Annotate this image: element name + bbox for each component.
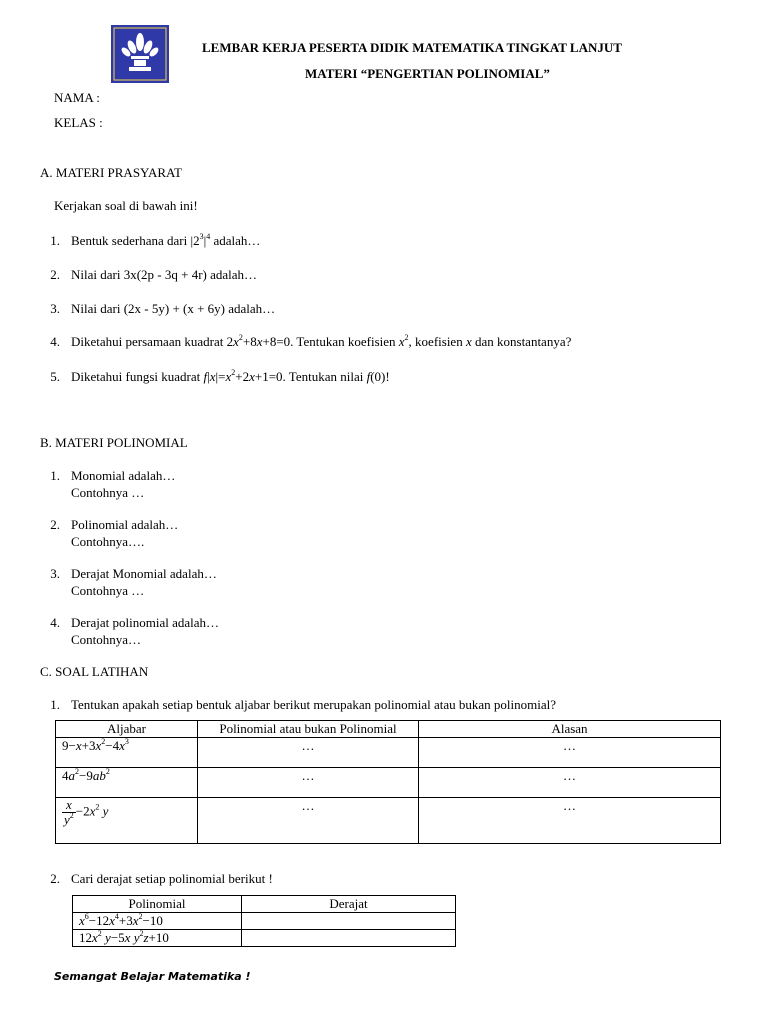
footer-motto: Semangat Belajar Matematika ! [54, 970, 251, 983]
column-header: Derajat [242, 896, 456, 913]
table-row [73, 913, 456, 930]
column-header: Polinomial [73, 896, 242, 913]
table-row [56, 738, 721, 768]
list-number: 3. [50, 301, 60, 316]
list-number: 4. [50, 334, 60, 349]
section-b-item-4-line2: Contohnya… [71, 632, 142, 647]
question-a2: Nilai dari 3x(2p - 3q + 4r) adalah… [71, 267, 258, 282]
list-number: 2. [50, 267, 60, 282]
list-number: 4. [50, 615, 60, 630]
answer-cell[interactable]: … [198, 738, 419, 768]
school-logo [111, 25, 169, 83]
section-b-item-3-line2: Contohnya … [71, 583, 145, 598]
answer-cell[interactable]: … [198, 798, 419, 844]
list-number: 1. [50, 233, 60, 248]
question-a5: Diketahui fungsi kuadrat $f|x|=x^2+2x+1=0$. Tentukan nilai f(0)! [71, 368, 390, 384]
question-a1: Bentuk sederhana dari $|2^3|^4$ adalah… [71, 232, 261, 248]
question-a4: Diketahui persamaan kuadrat $2x^2+8x+8=0$. Tentukan koefisien $x^2$, koefisien x dan konstantanya? [71, 333, 572, 349]
question-a3: Nilai dari (2x - 5y) + (x + 6y) adalah… [71, 301, 276, 316]
section-b-item-1-line1: Monomial adalah… [71, 468, 176, 483]
column-header: Aljabar [56, 721, 198, 738]
table-row [73, 930, 456, 947]
degree-cell[interactable] [242, 913, 456, 930]
degree-cell[interactable] [242, 930, 456, 947]
section-b-item-2-line2: Contohnya…. [71, 534, 145, 549]
math-expression: $|2^3|^4$ [190, 232, 211, 248]
answer-cell[interactable]: … [198, 768, 419, 798]
algebra-expression: $9-x+3x^2-4x^3$ [56, 738, 198, 768]
list-number: 1. [50, 468, 60, 483]
section-c-heading: C. SOAL LATIHAN [40, 664, 149, 679]
section-b-item-4-line1: Derajat polinomial adalah… [71, 615, 220, 630]
class-field-label: KELAS : [54, 115, 103, 130]
math-expression: x [465, 334, 472, 349]
reason-cell[interactable]: … [419, 798, 721, 844]
question-c2: Cari derajat setiap polinomial berikut ! [71, 871, 273, 886]
table-row [56, 768, 721, 798]
list-number: 5. [50, 369, 60, 384]
polynomial-expression: $12x^2$ y−5x $y^2z+10$ [73, 930, 242, 947]
math-expression: $x^2$ [398, 333, 409, 349]
table-row [56, 798, 721, 844]
reason-cell[interactable]: … [419, 768, 721, 798]
degree-table [72, 895, 456, 947]
section-b-heading: B. MATERI POLINOMIAL [40, 435, 188, 450]
list-number: 2. [50, 517, 60, 532]
section-b-item-1-line2: Contohnya … [71, 485, 145, 500]
math-expression: $f|x|=x^2+2x+1=0$ [203, 368, 283, 384]
section-b-item-2-line1: Polinomial adalah… [71, 517, 179, 532]
algebra-table [55, 720, 721, 844]
list-number: 3. [50, 566, 60, 581]
section-b-item-3-line1: Derajat Monomial adalah… [71, 566, 217, 581]
polynomial-expression: $x^6-12x^4+3x^2-10$ [73, 913, 242, 930]
algebra-expression: $4a^2-9ab^2$ [56, 768, 198, 798]
section-a-heading: A. MATERI PRASYARAT [40, 165, 182, 180]
column-header: Polinomial atau bukan Polinomial [198, 721, 419, 738]
math-expression: $2x^2+8x+8=0$ [226, 333, 291, 349]
name-field-label: NAMA : [54, 90, 100, 105]
list-number: 1. [50, 697, 60, 712]
section-a-instruction: Kerjakan soal di bawah ini! [54, 198, 198, 213]
list-number: 2. [50, 871, 60, 886]
reason-cell[interactable]: … [419, 738, 721, 768]
column-header: Alasan [419, 721, 721, 738]
math-expression: f(0) [366, 369, 386, 384]
algebra-expression: $\frac{x}{y^2}$ $-2x^2$ y [56, 798, 198, 844]
worksheet-subtitle: MATERI “PENGERTIAN POLINOMIAL” [305, 66, 550, 81]
question-c1: Tentukan apakah setiap bentuk aljabar berikut merupakan polinomial atau bukan polinomial? [71, 697, 556, 712]
worksheet-title: LEMBAR KERJA PESERTA DIDIK MATEMATIKA TINGKAT LANJUT [202, 40, 622, 55]
